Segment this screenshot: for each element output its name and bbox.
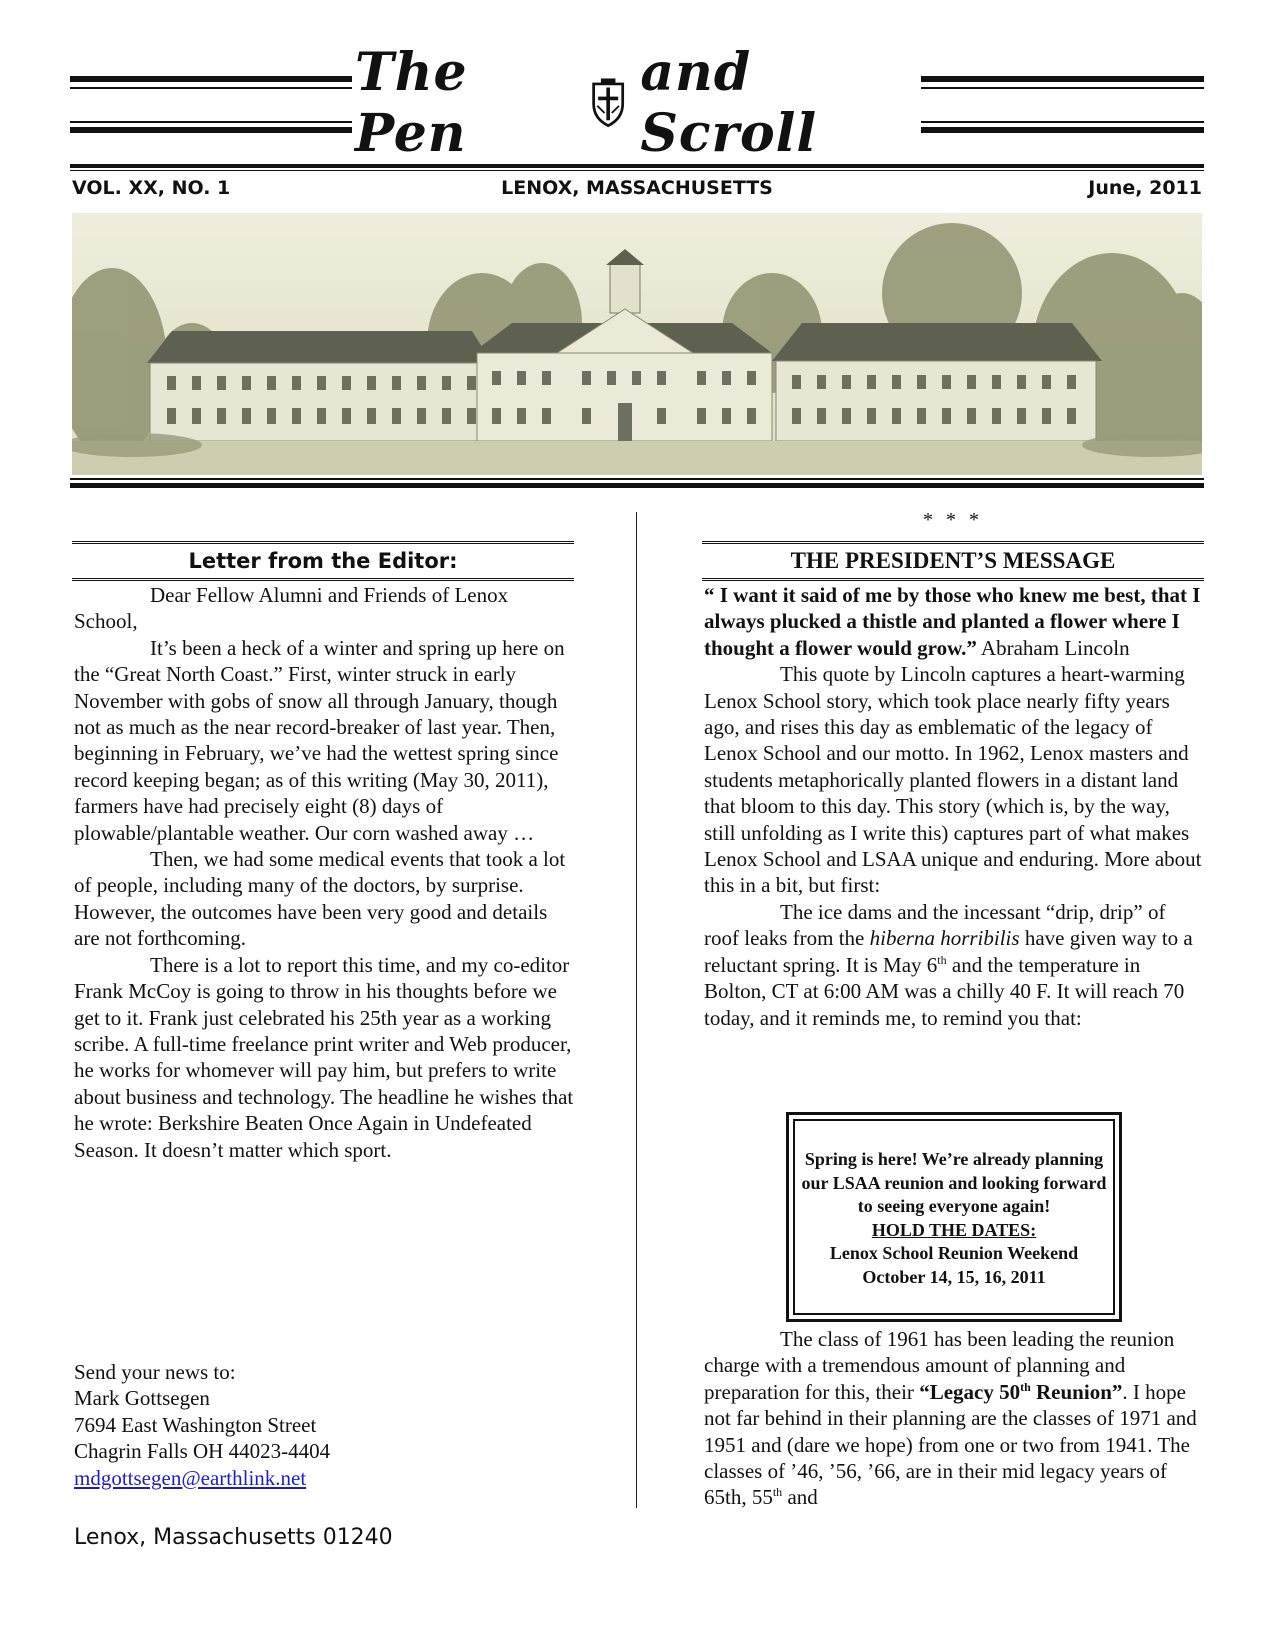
p3-sup: th <box>772 1485 783 1500</box>
editor-paragraph-3: Then, we had some medical events that took a lot of people, including many of the doctors, by surprise. However, the outcomes have been very good and details are not forthcoming. <box>74 847 566 951</box>
masthead-title <box>355 42 919 164</box>
p3-bold <box>919 1380 1122 1404</box>
president-continued <box>704 1326 1204 1511</box>
quote-author: Abraham Lincoln <box>976 635 1130 660</box>
p2-text-b: have given way to a reluctant spring. It is May 6 <box>704 926 1193 977</box>
p3-bold-text: “Legacy 50 <box>919 1379 1021 1404</box>
reunion-notice-box <box>786 1112 1122 1322</box>
p3-bold-text-2: Reunion” <box>1030 1379 1123 1404</box>
p2-text-a: The ice dams and the incessant “drip, drip” of roof leaks from the <box>704 899 1166 951</box>
president-paragraph-2 <box>704 899 1204 1031</box>
p2-sup: th <box>937 952 947 967</box>
banner-rule-thick <box>70 483 1204 488</box>
shield-crest-icon <box>590 76 626 130</box>
issue-rule <box>70 164 1204 168</box>
send-news-street: 7694 East Washington Street <box>74 1412 317 1437</box>
column-divider <box>636 512 637 1508</box>
notice-dates: October 14, 15, 16, 2011 <box>862 1266 1046 1287</box>
editor-heading: Letter from the Editor: <box>72 541 574 581</box>
issue-line <box>72 177 1202 203</box>
send-news-label: Send your news to: <box>74 1360 236 1384</box>
notice-intro: Spring is here! We’re already planning our LSAA reunion and looking forward to seeing everyone again! <box>801 1149 1107 1216</box>
p2-text-c: and the temperature in Bolton, CT at 6:00 AM was a chilly 40 F. It will reach 70 today, and it reminds me, to remind you that: <box>704 952 1185 1030</box>
editor-letter <box>74 582 576 1163</box>
masthead-title-part2: and Scroll <box>640 42 818 164</box>
president-quote <box>704 582 1204 661</box>
send-news-name: Mark Gottsegen <box>74 1386 210 1411</box>
p3-text-c: and <box>782 1485 818 1510</box>
p3-text-a: The class of 1961 has been leading the reunion charge with a tremendous amount of planning and preparation for this, their <box>704 1327 1175 1404</box>
section-separator: * * * <box>923 509 983 531</box>
reunion-notice-inner <box>793 1119 1115 1315</box>
notice-hold-dates: HOLD THE DATES: <box>871 1219 1037 1240</box>
president-message <box>704 582 1204 1031</box>
masthead-title-part1: The Pen <box>355 42 468 164</box>
school-campus-illustration <box>72 213 1202 475</box>
masthead-rule-left <box>70 76 352 132</box>
send-news-block <box>74 1359 574 1491</box>
banner-rule <box>70 478 1204 480</box>
quote-text: “ I want it said of me by those who knew me best, that I always plucked a thistle and planted a flower where I thought a flower would grow.” <box>704 583 1201 660</box>
p3-bold-sup: th <box>1020 1379 1031 1394</box>
send-news-email-link[interactable]: mdgottsegen@earthlink.net <box>74 1465 307 1490</box>
p2-italic: hiberna horribilis <box>869 926 1020 951</box>
footer-address: Lenox, Massachusetts 01240 <box>74 1525 393 1550</box>
president-paragraph-1: This quote by Lincoln captures a heart-warming Lenox School story, which took place nearly fifty years ago, and rises this day as emblematic of the legacy of Lenox School and our motto. In 1962, Lenox masters and students metaphorically planted flowers in a distant land that bloom to this day. This story (which is, by the way, still unfolding as I write this) captures part of what makes Lenox School and LSAA unique and enduring. More about this in a bit, but first: <box>704 662 1202 898</box>
editor-paragraph-1: Dear Fellow Alumni and Friends of Lenox School, <box>74 583 509 634</box>
editor-paragraph-2: It’s been a heck of a winter and spring up here on the “Great North Coast.” First, winter struck in early November with gobs of snow all through January, though not as much as the near record-breaker of last year. Then, beginning in February, we’ve had the wettest spring since record keeping began; as of this writing (May 30, 2011), farmers have had precisely eight (8) days of plowable/plantable weather. Our corn washed away … <box>74 635 565 845</box>
send-news-city: Chagrin Falls OH 44023-4404 <box>74 1439 331 1464</box>
issue-volume: VOL. XX, NO. 1 <box>72 177 231 199</box>
issue-rule-thin <box>70 170 1204 171</box>
p3-text-b: . I hope not far behind in their planning are the classes of 1971 and 1951 and (dare we hope) from one or two from 1941. The classes of ’46, ’56, ’66, are in their mid legacy years of 65th, 55 <box>704 1379 1197 1510</box>
issue-date: June, 2011 <box>1088 177 1202 199</box>
notice-event: Lenox School Reunion Weekend <box>829 1243 1079 1263</box>
president-heading: THE PRESIDENT’S MESSAGE <box>702 541 1204 581</box>
masthead-rule-right <box>921 76 1204 132</box>
president-paragraph-3 <box>704 1326 1204 1511</box>
issue-location: LENOX, MASSACHUSETTS <box>501 177 773 199</box>
editor-paragraph-4: There is a lot to report this time, and my co-editor Frank McCoy is going to throw in his thoughts before we get to it. Frank just celebrated his 25th year as a working scribe. A full-time freelance print writer and Web producer, he works for whomever will pay him, but prefers to write about business and technology. The headline he wishes that he wrote: Berkshire Beaten Once Again in Undefeated Season. It doesn’t matter which sport. <box>74 952 574 1162</box>
